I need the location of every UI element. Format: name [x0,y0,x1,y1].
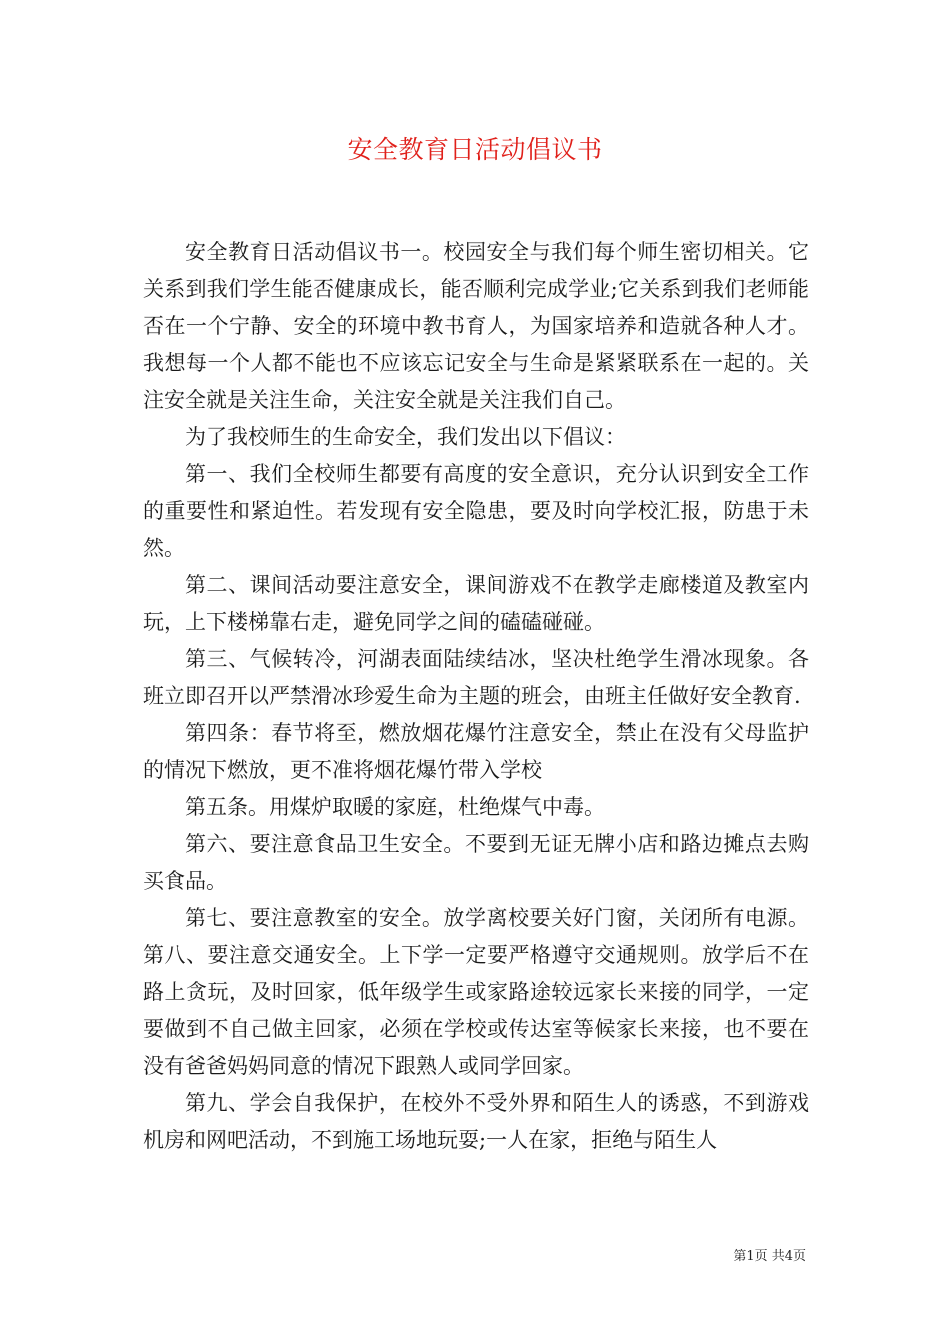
paragraph: 第一、我们全校师生都要有高度的安全意识，充分认识到安全工作的重要性和紧迫性。若发现有安全隐患，要及时向学校汇报，防患于未然。 [143,462,809,560]
document-title: 安全教育日活动倡议书 [347,135,603,164]
document-body [143,234,809,1159]
paragraph: 第四条：春节将至，燃放烟花爆竹注意安全，禁止在没有父母监护的情况下燃放，更不准将烟花爆竹带入学校 [143,721,809,782]
page-number: 第1页 共4页 [733,1249,806,1264]
paragraph: 第二、课间活动要注意安全，课间游戏不在教学走廊楼道及教室内玩，上下楼梯靠右走，避免同学之间的磕磕碰碰。 [143,573,809,634]
paragraph: 第五条。用煤炉取暖的家庭，杜绝煤气中毒。 [185,795,605,819]
paragraph: 第九、学会自我保护，在校外不受外界和陌生人的诱惑，不到游戏机房和网吧活动，不到施工场地玩耍;一人在家，拒绝与陌生人 [143,1091,809,1152]
paragraph: 第七、要注意教室的安全。放学离校要关好门窗，关闭所有电源。第八、要注意交通安全。上下学一定要严格遵守交通规则。放学后不在路上贪玩，及时回家，低年级学生或家路途较远家长来接的同学，一定要做到不自己做主回家，必须在学校或传达室等候家长来接，也不要在没有爸爸妈妈同意的情况下跟熟人或同学回家。 [143,906,809,1078]
paragraph: 安全教育日活动倡议书一。校园安全与我们每个师生密切相关。它关系到我们学生能否健康成长，能否顺利完成学业;它关系到我们老师能否在一个宁静、安全的环境中教书育人，为国家培养和造就各种人才。我想每一个人都不能也不应该忘记安全与生命是紧紧联系在一起的。关注安全就是关注生命，关注安全就是关注我们自己。 [143,240,809,412]
paragraph: 第六、要注意食品卫生安全。不要到无证无牌小店和路边摊点去购买食品。 [143,832,809,893]
paragraph: 第三、气候转冷，河湖表面陆续结冰，坚决杜绝学生滑冰现象。各班立即召开以严禁滑冰珍爱生命为主题的班会，由班主任做好安全教育. [143,647,809,708]
paragraph: 为了我校师生的生命安全，我们发出以下倡议： [185,425,626,449]
